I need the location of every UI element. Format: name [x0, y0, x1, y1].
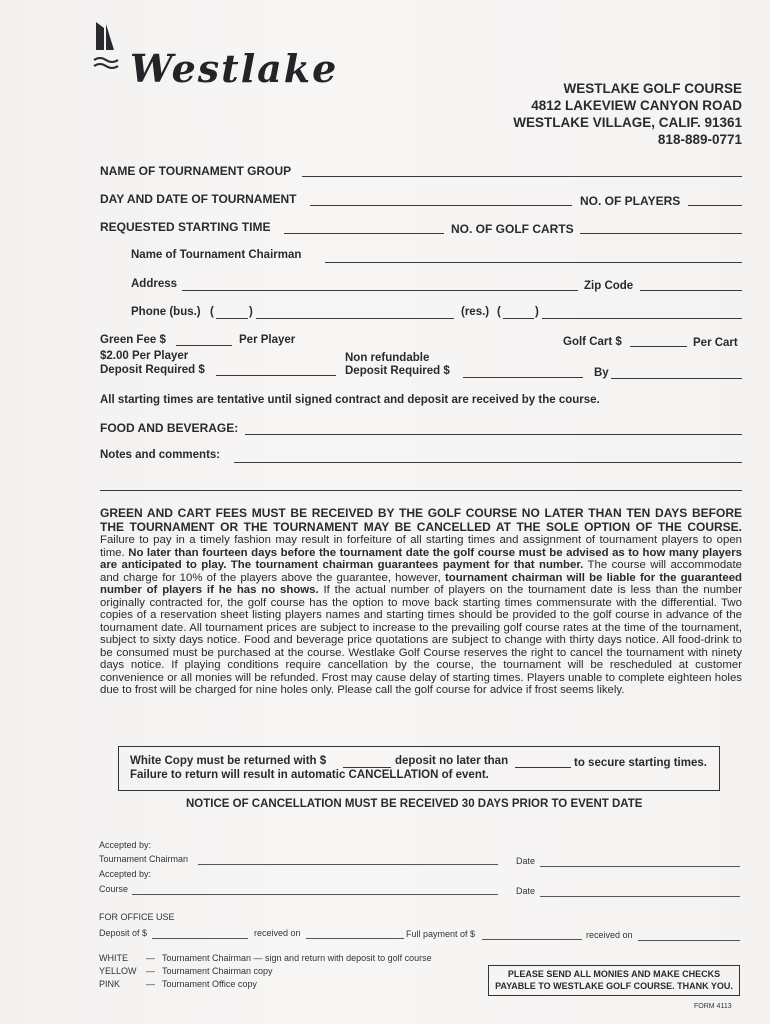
phone-res-field[interactable]	[542, 318, 742, 319]
no-players-label: NO. OF PLAYERS	[580, 194, 681, 208]
phone-bus-label: Phone (bus.)	[131, 306, 201, 318]
tournament-group-field[interactable]	[302, 176, 742, 177]
terms-p2: No later than fourteen days before the tournament date the golf course must be advised as to how many players are anticipated to play. The tournament chairman guarantees payment for that number.	[100, 546, 742, 571]
no-carts-field[interactable]	[580, 233, 742, 234]
zip-field[interactable]	[640, 290, 742, 291]
course-signature-field[interactable]	[132, 894, 498, 895]
non-refundable-label: Non refundable	[345, 352, 430, 364]
terms-p5: If the actual number of players on the tournament date is less than the number originally contracted for, the golf course has the option to move back starting times commensurate with the differential. Two copies of a reservation sheet listing players names and starting times should be provided to the golf course in advance of the tournament date. All tournament prices are subject to increase to the prevailing golf course rates at the time of the tournament, subject to sixty days notice. Food and beverage price quotations are subject to change with thirty days notice. All food-drink to be consumed must be purchased at the course. Westlake Golf Course reserves the right to cancel the tournament with ninety days notice. If playing conditions require cancellation by the course, the tournament will be rescheduled at customer convenience or all monies will be refunded. Frost may cause delay of starting times. Players unable to complete eighteen holes due to frost will be charged for nine holes only. Please call the golf course for advice if frost seems likely.	[100, 584, 742, 696]
terms-p3: The course will accommodate and charge for 10% of the players above the guarantee, however,	[100, 559, 743, 584]
green-fee-field[interactable]	[176, 345, 232, 346]
notes-field[interactable]	[234, 462, 742, 463]
notice-deposit-field[interactable]	[343, 767, 391, 768]
notice-line1a: White Copy must be returned with $	[130, 755, 327, 767]
sail-logo-icon	[92, 20, 128, 80]
tournament-chairman-label: Tournament Chairman	[99, 854, 189, 864]
food-field[interactable]	[245, 434, 742, 435]
notice-date-field[interactable]	[515, 767, 571, 768]
office-use-label: FOR OFFICE USE	[99, 912, 175, 922]
deposit-required-field[interactable]	[216, 375, 336, 376]
starting-time-field[interactable]	[284, 233, 444, 234]
day-date-field[interactable]	[310, 205, 572, 206]
received-on-field-1[interactable]	[306, 938, 404, 939]
phone-bus-paren-open: (	[210, 306, 214, 318]
phone-res-paren-open: (	[497, 306, 501, 318]
cancellation-notice: NOTICE OF CANCELLATION MUST BE RECEIVED 30 DAYS PRIOR TO EVENT DATE	[186, 798, 643, 810]
starting-time-label: REQUESTED STARTING TIME	[100, 220, 271, 234]
copy-dash-white: —	[146, 953, 155, 963]
course-name: WESTLAKE GOLF COURSE	[563, 81, 742, 96]
chairman-label: Name of Tournament Chairman	[131, 249, 302, 261]
no-carts-label: NO. OF GOLF CARTS	[451, 222, 574, 236]
notice-line1c: to secure starting times.	[574, 757, 707, 769]
deposit-of-field[interactable]	[152, 938, 248, 939]
received-on-field-2[interactable]	[638, 940, 740, 941]
by-label: By	[594, 367, 609, 379]
tournament-group-label: NAME OF TOURNAMENT GROUP	[100, 164, 292, 178]
date-label-2: Date	[516, 886, 536, 896]
accepted-by-label-2: Accepted by:	[99, 869, 152, 879]
copy-dash-pink: —	[146, 979, 155, 989]
day-date-label: DAY AND DATE OF TOURNAMENT	[100, 192, 297, 206]
course-address	[513, 80, 742, 148]
form-number: FORM 4113	[694, 1003, 732, 1010]
notice-line1b: deposit no later than	[395, 755, 509, 767]
food-label: FOOD AND BEVERAGE:	[100, 421, 239, 435]
per-player-fee-label: $2.00 Per Player	[100, 350, 189, 362]
full-payment-label: Full payment of $	[406, 929, 476, 939]
course-label: Course	[99, 884, 129, 894]
by-field[interactable]	[611, 378, 742, 379]
white-copy-notice-box	[118, 746, 720, 791]
chairman-field[interactable]	[325, 262, 742, 263]
received-on-label-2: received on	[586, 930, 633, 940]
address-label: Address	[131, 278, 178, 290]
monies-line1: PLEASE SEND ALL MONIES AND MAKE CHECKS	[507, 969, 721, 979]
received-on-label-1: received on	[254, 928, 301, 938]
phone-res-label: (res.)	[461, 306, 490, 318]
date-field-1[interactable]	[540, 866, 740, 867]
accepted-by-label-1: Accepted by:	[99, 840, 152, 850]
monies-box	[488, 965, 740, 996]
per-cart-label: Per Cart	[693, 337, 738, 349]
deposit-required-label: Deposit Required $	[100, 364, 205, 376]
copy-desc-pink: Tournament Office copy	[162, 979, 257, 989]
phone-res-paren-close: )	[535, 306, 539, 318]
course-street: 4812 LAKEVIEW CANYON ROAD	[531, 98, 742, 113]
copy-desc-yellow: Tournament Chairman copy	[162, 966, 273, 976]
terms-heading: GREEN AND CART FEES MUST BE RECEIVED BY THE GOLF COURSE NO LATER THAN TEN DAYS BEFORE THE TOURNAMENT OR THE TOURNAMENT MAY BE CANCELLED AT THE SOLE OPTION OF THE COURSE.	[100, 506, 742, 534]
chairman-signature-field[interactable]	[198, 864, 498, 865]
logo-wordmark: Westlake	[130, 46, 339, 91]
phone-bus-paren-close: )	[249, 306, 253, 318]
date-field-2[interactable]	[540, 896, 740, 897]
terms-p1: Failure to pay in a timely fashion may result in forfeiture of all starting times and assignment of tournament players to open time.	[100, 534, 742, 559]
monies-line2: PAYABLE TO WESTLAKE GOLF COURSE. THANK YOU.	[495, 981, 733, 991]
address-field[interactable]	[182, 290, 578, 291]
tentative-note: All starting times are tentative until signed contract and deposit are received by the course.	[100, 394, 600, 406]
phone-bus-field[interactable]	[256, 318, 454, 319]
zip-label: Zip Code	[584, 280, 634, 292]
notes-field-line-2[interactable]	[100, 490, 742, 491]
terms-paragraph	[100, 507, 742, 697]
phone-bus-area-field[interactable]	[216, 318, 248, 319]
copy-dash-yellow: —	[146, 966, 155, 976]
deposit-required-2-field[interactable]	[463, 377, 583, 378]
deposit-required-2-label: Deposit Required $	[345, 365, 450, 377]
course-phone: 818-889-0771	[657, 132, 742, 147]
copy-color-pink: PINK	[99, 979, 121, 989]
notice-line2: Failure to return will result in automatic CANCELLATION of event.	[130, 769, 489, 781]
golf-cart-label: Golf Cart $	[563, 336, 622, 348]
terms-p4: tournament chairman will be liable for the guaranteed number of players if he has no shows.	[100, 571, 742, 596]
green-fee-label: Green Fee $	[100, 334, 166, 346]
copy-color-yellow: YELLOW	[99, 966, 137, 976]
copy-desc-white: Tournament Chairman — sign and return with deposit to golf course	[162, 953, 432, 963]
date-label-1: Date	[516, 856, 536, 866]
westlake-logo	[92, 20, 342, 90]
notes-label: Notes and comments:	[100, 449, 221, 461]
deposit-of-label: Deposit of $	[99, 928, 148, 938]
copy-color-white: WHITE	[99, 953, 128, 963]
full-payment-field[interactable]	[482, 939, 582, 940]
golf-cart-field[interactable]	[630, 346, 687, 347]
per-player-label: Per Player	[239, 334, 296, 346]
phone-res-area-field[interactable]	[503, 318, 534, 319]
no-players-field[interactable]	[688, 205, 742, 206]
course-city: WESTLAKE VILLAGE, CALIF. 91361	[513, 115, 742, 130]
